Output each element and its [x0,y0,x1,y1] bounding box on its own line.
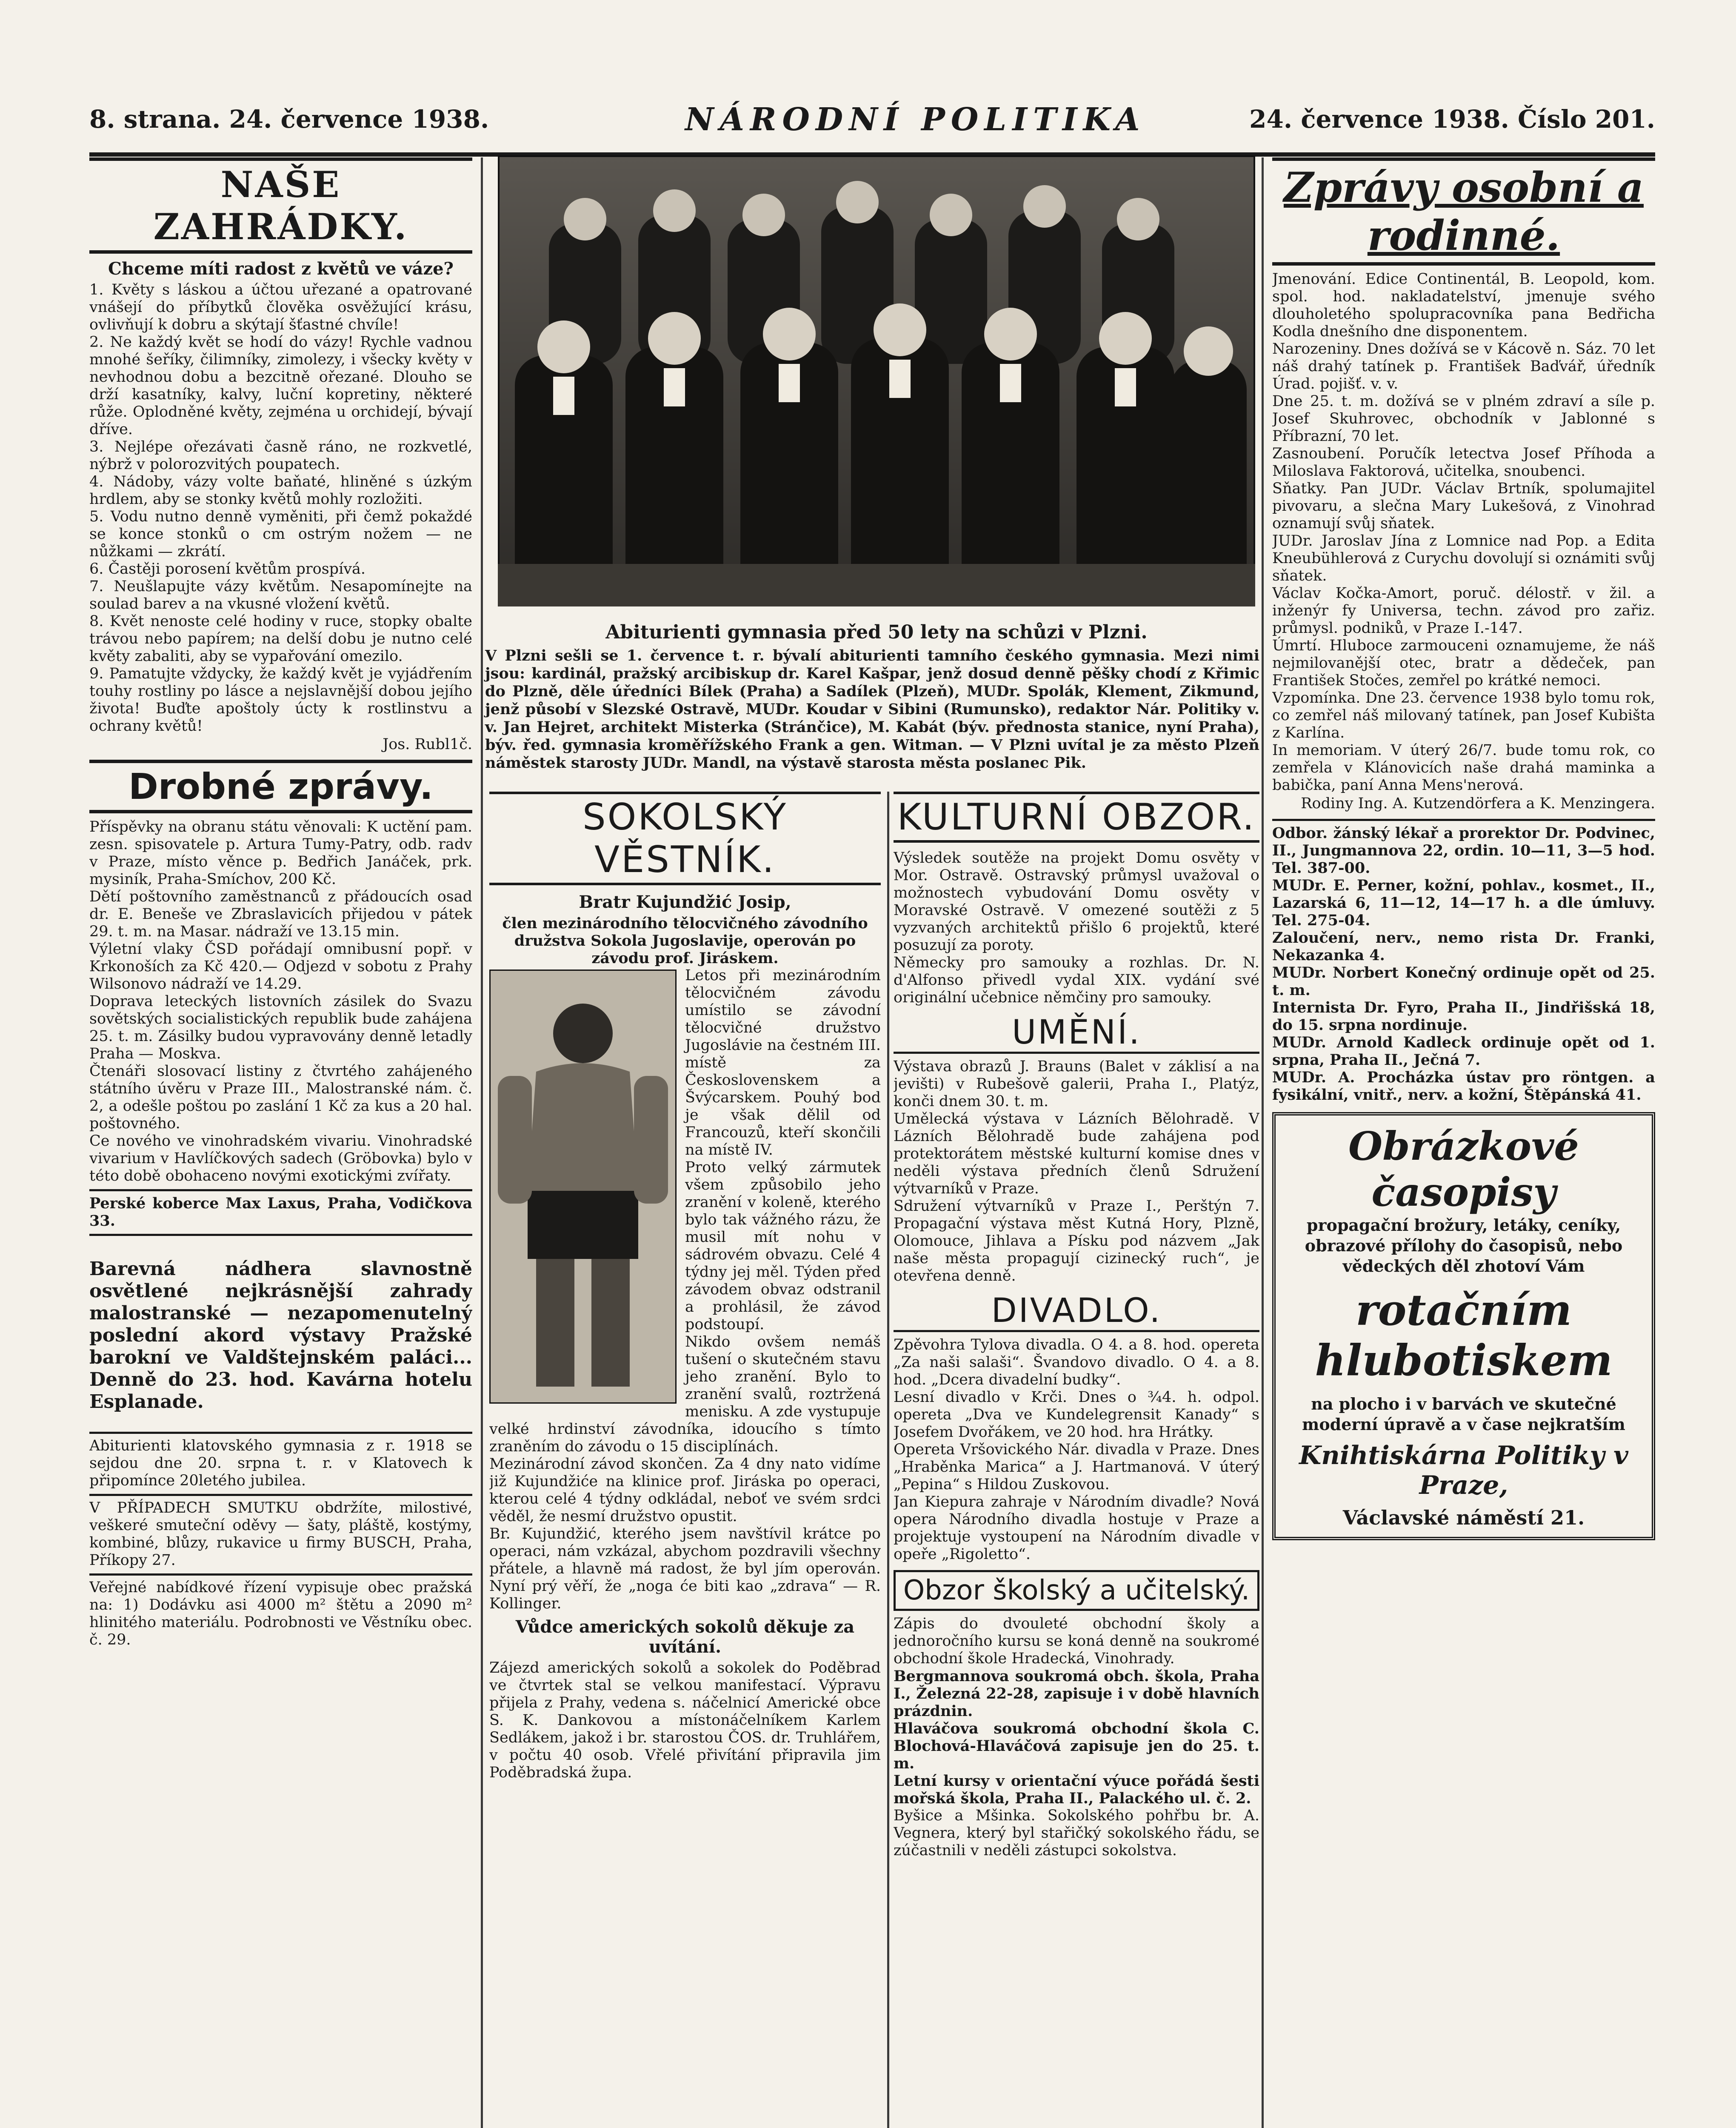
column-rule [887,792,889,2128]
advert-emphasis: rotačním hlubotiskem [1315,1285,1613,1385]
paragraph: Vzpomínka. Dne 23. července 1938 bylo tomu rok, co zemřel náš milovaný tatínek, pan Josef Kubišta z Karlína. [1272,689,1655,741]
section-title-news: Drobné zprávy. [89,760,472,813]
advert-text: propagační brožury, letáky, ceníky, obrazové přílohy do časopisů, nebo vědeckých děl zhotoví Vám [1305,1216,1623,1276]
advert-text: Veřejné nabídkové řízení vypisuje obec pražská na: 1) Dodávku asi 4000 m² štětu a 2090 m² hlinitého materiálu. Podrobnosti ve Věstníku obec. č. 29. [89,1579,472,1648]
paragraph: 8. Květ nenoste celé hodiny v ruce, stopky obalte trávou nebo papírem; na delší dobu je nutno celé květy zabaliti, aby se vypařování omezilo. [89,613,472,665]
advert-text: Barevná nádhera slavnostně osvětlené nejkrásnější zahrady malostranské — nezapomenutelný poslední akord výstavy Pražské barokní ve Valdštejnském paláci... Denně do 23. hod. Kavárna hotelu Esplanade. [89,1258,472,1413]
article-title: Bratr Kujundžić Josip, [579,892,791,912]
paragraph: Výsledek soutěže na projekt Domu osvěty v Mor. Ostravě. Ostravský průmysl uvažoval o možnostech vybudování Domu osvěty v Moravské Ostravě. V omezené soutěži z 5 vyzvaných architektů přišlo 6 projektů, které posuzují za poroty. [894,849,1259,954]
paragraph: Byšice a Mšinka. Sokolského pohřbu br. A. Vegnera, který byl stařičký sokolského řádu, se zúčastnili v neděli zástupci sokolstva. [894,1807,1259,1859]
group-photograph [498,155,1255,615]
running-header [89,101,1655,157]
section-title-sokol: SOKOLSKÝ VĚSTNÍK. [489,792,881,885]
section-title-art: UMĚNÍ. [894,1013,1259,1054]
paragraph: Výstava obrazů J. Brauns (Balet v záklisí a na jevišti) v Rubešově galerii, Praha I., Platýz, konči dnem 30. t. m. [894,1058,1259,1110]
column-rule [481,157,483,2128]
news-item: Ce nového ve vinohradském vivariu. Vinohradské vivarium v Havlíčkových sadech (Gröbovka) bylo v této době obohaceno novými exotickými zvířaty. [89,1133,472,1184]
advert-firm: Knihtiskárna Politiky v Praze, [1299,1441,1628,1500]
paragraph: Dne 25. t. m. dožívá se v plném zdraví a síle p. Josef Skuhrovec, obchodník v Jablonné s Příbrazní, 70 let. [1272,393,1655,445]
medical-listings [1272,819,1655,1104]
paragraph: Zájezd amerických sokolů a sokolek do Poděbrad ve čtvrtek stal se velkou manifestací. Výpravu přijela z Prahy, vedena s. náčelnicí Americké obce S. K. Dankovou a místonáčelníkem Karlem Sedlákem, jakož i br. starostou ČOS. dr. Truhlářem, v počtu 40 osob. Vřelé přivítání připravila jim Poděbradská župa. [489,1659,881,1781]
article-title: Vůdce amerických sokolů děkuje za uvítání. [515,1617,855,1657]
paragraph: Úmrtí. Hluboce zarmouceni oznamujeme, že náš nejmilovanější otec, bratr a dědeček, pan František Stočes, zemřel po krátké nemoci. [1272,637,1655,689]
section-title-culture: KULTURNÍ OBZOR. [894,792,1259,843]
paragraph: 9. Pamatujte vždycky, že každý květ je vyjádřením touhy rostliny po lásce a nejslavnější dobou jejího života! Buďte apoštoly úcty k rostlinstvu a ochrany květů! [89,665,472,735]
listing: MUDr. E. Perner, kožní, pohlav., kosmet., II., Lazarská 6, 11—12, 14—17 h. a dle úmluvy. Tel. 275-04. [1272,877,1655,929]
listing: MUDr. Arnold Kadleck ordinuje opět od 1. srpna, Praha II., Ječná 7. [1272,1034,1655,1069]
news-item: Čtenáři slosovací listiny z čtvrtého zahájeného státního úvěru v Praze III., Malostranské nám. č. 2, a odešle poštou po zaslání 1 Kč za kus a 20 hal. poštovného. [89,1063,472,1132]
header-issue-number: 24. července 1938. Číslo 201. [1249,105,1655,134]
paragraph: Sňatky. Pan JUDr. Václav Brtník, spolumajitel pivovaru, a slečna Mary Lukešová, z Vinohrad oznamují svůj sňatek. [1272,480,1655,532]
column-gardens [89,157,472,2128]
news-item: Příspěvky na obranu státu věnovali: K uctění pam. zesn. spisovatele p. Artura Tumy-Patry, odb. radv v Praze, místo věnce p. Bedřich Janáček, prk. mysiník, Praha-Smíchov, 200 Kč. [89,818,472,888]
paragraph: Václav Kočka-Amort, poruč. délostř. v žil. a inženýr fy Universa, techn. závod pro zařiz. průmysl. podniků, v Praze I.-147. [1272,585,1655,637]
paragraph: Hlaváčova soukromá obchodní škola C. Blochová-Hlaváčová zapisuje jen do 25. t. m. [894,1720,1259,1772]
section-title-schools: Obzor školský a učitelský. [894,1570,1259,1611]
section-title-gardens: NAŠE ZAHRÁDKY. [89,157,472,254]
paragraph: Letos při mezinárodním tělocvičném závodu umístilo se závodní tělocvičné družstvo Jugoslávie na čestném III. místě za Československem a Švýcarskem. Pouhý bod je však dělil od Francouzů, kteří skončili na místě IV. [685,967,881,1158]
listing: MUDr. Norbert Konečný ordinuje opět od 25. t. m. [1272,964,1655,999]
paragraph: Lesní divadlo v Krči. Dnes o ¾4. h. odpol. opereta „Dva ve Kundelegrensit Kanady“ s Josefem Dvořákem, ve 20 hod. hra Hrátky. [894,1389,1259,1441]
paragraph: Jmenování. Edice Continentál, B. Leopold, kom. spol. hod. nakladatelství, jmenuje svého dlouholetého spolupracovníka pana Bedřicha Kodla dnešního dne disponentem. [1272,271,1655,340]
paragraph: Sdružení výtvarníků v Praze I., Perštýn 7. Propagační výstava měst Kutná Hory, Plzně, Olomouce, Jihlava a Písku pod názvem „Jak naše města propagují cizinecký ruch“, je otevřena denně. [894,1198,1259,1284]
paragraph: Nikdo ovšem nemáš tušení o skutečném stavu jeho zranění. Bylo to zranění svalů, roztržená menisku. A zde vystupuje velké hrdinství závodníka, idoucího s tímto zraněním do závodu o 15 disciplínách. [489,1333,881,1455]
column-personal-news [1272,157,1655,2128]
paragraph: Umělecká výstava v Lázních Bělohradě. V Lázních Bělohradě bude zahájena pod protektorátem městské kulturní komise dnes v neděli výstava předních členů Sdružení výtvarníků v Praze. [894,1110,1259,1197]
advert [89,1573,472,1649]
paragraph: Opereta Vršovického Nár. divadla v Praze. Dnes „Hraběnka Marica“ a J. Hartmanová. V úterý „Pepina“ s Hildou Zuskovou. [894,1441,1259,1493]
photo-caption-text: V Plzni sešli se 1. července t. r. bývalí abiturienti tamního českého gymnasia. Mezi nimi jsou: kardinál, pražský arcibiskup dr. Karel Kašpar, jenž dosud denně pěšky chodí z Křimic do Plzně, děle úředníci Bílek (Praha) a Sadílek (Plzeň), MUDr. Spolák, Klement, Zikmund, jenž působí v Slezské Ostravě, MUDr. Koudar v Sibini (Rumunsko), redaktor Nár. Politiky v. v. Jan Hejret, architekt Misterka (Stránčice), M. Kabát (býv. přednosta stanice, nyní Praha), býv. řed. gymnasia kroměřížského Frank a gen. Witman. — V Plzni uvítal je za město Plzeň náměstek starosty JUDr. Mandl, na výstavě starosta města poslanec Pik. [485,647,1259,772]
advert-text: Abiturienti klatovského gymnasia z r. 1918 se sejdou dne 20. srpna t. r. v Klatovech k připomínce 20letého jubilea. [89,1437,472,1489]
column-sokol [489,792,881,2128]
section-title-theatre: DIVADLO. [894,1292,1259,1332]
author-signature: Jos. Rubl1č. [383,736,472,753]
masthead-title: NÁRODNÍ POLITIKA [685,101,1146,138]
advert [89,1432,472,1490]
paragraph: Letní kursy v orientační výuce pořádá šesti mořská škola, Praha II., Palackého ul. č. 2. [894,1772,1259,1807]
paragraph: 6. Častěji porosení květům prospívá. [89,561,366,578]
listing: Internista Dr. Fyro, Praha II., Jindřišská 18, do 15. srpna nordinuje. [1272,999,1655,1034]
paragraph: Narozeniny. Dnes dožívá se v Kácově n. Sáz. 70 let náš drahý tatínek p. František Baďvář, úředník Úrad. pojišť. v. v. [1272,340,1655,392]
paragraph: Jan Kiepura zahraje v Národním divadle? Nová opera Národního divadla hostuje v Praze a projektuje vystoupení na Národním divadle v opeře „Rigoletto“. [894,1493,1259,1563]
column-rule [1262,157,1264,2128]
paragraph: 2. Ne každý květ se hodí do vázy! Rychle vadnou mnohé šeříky, čilimníky, zimolezy, i všecky květy v nevhodnou dobu a bezcitně ořezané. Dlouho se drží kasatníky, kalvy, luční kopretiny, některé růže. Oplodněné květy, zejména u orchidejí, bývají dříve. [89,334,472,438]
listing: Odbor. žánský lékař a prorektor Dr. Podvinec, II., Jungmannova 22, ordin. 10—11, 3—5 hod. Tel. 387-00. [1272,824,1655,877]
advert-text: na plocho i v barvách ve skutečné moderní úpravě a v čase nejkratším [1302,1394,1625,1434]
paragraph: Proto velký zármutek všem způsobilo jeho zranění v koleně, kterého bylo tak vážného rázu, že musil mít nohu v sádrovém obvazu. Celé 4 týdny jej měl. Týden před závodem obvaz odstranil a prohlásil, že závod podstoupí. [685,1159,881,1333]
advert-text: V PŘÍPADECH SMUTKU obdržíte, milostivé, veškeré smuteční oděvy — šaty, pláště, kostýmy, kombiné, blůzy, rukavice u firmy BUSCH, Praha, Příkopy 27. [89,1499,472,1569]
advert [89,1189,472,1230]
advert-exhibition [89,1234,472,1413]
advert-text: Perské koberce Max Laxus, Praha, Vodičkova 33. [89,1195,472,1230]
paragraph: Německy pro samouky a rozhlas. Dr. N. d'Alfonso přivedl vydal XIX. vydání své originální učebnice němčiny pro samouky. [894,954,1259,1006]
paragraph: JUDr. Jaroslav Jína z Lomnice nad Pop. a Edita Kneubühlerová z Curychu dovolují si oznámiti svůj sňatek. [1272,532,1655,584]
paragraph: Mezinárodní závod skončen. Za 4 dny nato vidíme již Kujundžiće na klinice prof. Jiráska po operaci, kterou celé 4 týdny odkládal, neboť ve svém srdci věděl, že nesmí družstvo opustit. [489,1456,881,1525]
article-subtitle: Chceme míti radost z květů ve váze? [108,259,454,279]
news-item: Doprava leteckých listovních zásilek do Svazu sovětských socialistických republik bude zahájena 25. t. m. Zásilky budou vypravovány denně letadly Praha — Moskva. [89,993,472,1062]
advert-address: Václavské náměstí 21. [1342,1506,1585,1529]
advert [89,1494,472,1569]
paragraph: Zápis do dvouleté obchodní školy a jednoročního kursu se koná denně na soukromé obchodní škole Hradecká, Vinohrady. [894,1615,1259,1667]
paragraph: Br. Kujundžić, kterého jsem navštívil krátce po operaci, nám vzkázal, abychom pozdravili všechny přátele, a hlavně má radost, že byl jím operován. Nyní prý věří, že „noga će biti kao „zdrava“ — R. Kollinger. [489,1525,881,1612]
printing-advert [1272,1112,1655,1540]
news-item: Výletní vlaky ČSD pořádají omnibusní popř. v Krkonoších za Kč 420.— Odjezd v sobotu z Prahy Wilsonovo nádraží ve 14.29. [89,941,472,992]
paragraph: Zpěvohra Tylova divadla. O 4. a 8. hod. opereta „Za naši salaši“. Švandovo divadlo. O 4. a 8. hod. „Dcera divadelní budky“. [894,1336,1259,1388]
paragraph: 1. Květy s láskou a účtou uřezané a opatrované vnášejí do příbytků člověka osvěžující krásu, ovlivňují k dobru a skýtají šťastné chvíle! [89,281,472,333]
paragraph: 7. Neušlapujte vázy květům. Nesapomínejte na soulad barev a na vkusné vložení květů. [89,578,472,612]
paragraph: Zasnoubení. Poručík letectva Josef Příhoda a Miloslava Faktorová, učitelka, snoubenci. [1272,445,1655,480]
paragraph: 5. Vodu nutno denně vyměniti, při čemž pokaždé se konce stonků o cm ostrým nožem — ne nůžkami — zkrátí. [89,508,472,560]
news-item: Dětí poštovního zaměstnanců z přádoucích osad dr. E. Beneše ve Zbraslavicích přijedou v pátek 29. t. m. na Masar. nádraží ve 13.15 min. [89,888,472,940]
section-title-personal: Zprávy osobní a rodinné. [1272,157,1655,266]
listing: MUDr. A. Procházka ústav pro röntgen. a fysikální, vnitř., nerv. a kožní, Štěpánská 41. [1272,1069,1655,1104]
paragraph: 3. Nejlépe ořezávati časně ráno, ne rozkvetlé, nýbrž v polorozvitých poupatech. [89,438,472,473]
header-page-date: 8. strana. 24. července 1938. [89,105,489,134]
group-photo-image [498,155,1255,606]
paragraph: In memoriam. V úterý 26/7. bude tomu rok, co zemřela v Klánovicích naše drahá maminka a babička, paní Anna Mens'nerová. [1272,742,1655,794]
article-subtitle: člen mezinárodního tělocvičného závodního družstva Sokola Jugoslavije, operován po závodu prof. Jiráskem. [502,915,868,967]
athlete-portrait [489,970,677,1404]
advert-headline: Obrázkové časopisy [1348,1123,1579,1215]
photo-caption-title: Abiturienti gymnasia před 50 lety na schůzi v Plzni. [605,621,1148,643]
paragraph: Bergmannova soukromá obch. škola, Praha I., Železná 22-28, zapisuje i v době hlavních prázdnin. [894,1668,1259,1720]
column-culture [894,792,1259,2128]
paragraph: 4. Nádoby, vázy volte baňaté, hliněné s úzkým hrdlem, aby se stonky květů mohly rozložiti. [89,473,472,508]
family-signature: Rodiny Ing. A. Kutzendörfera a K. Menzingera. [1301,795,1655,812]
listing: Zaloučení, nerv., nemo rista Dr. Franki, Nekazanka 4. [1272,929,1655,964]
